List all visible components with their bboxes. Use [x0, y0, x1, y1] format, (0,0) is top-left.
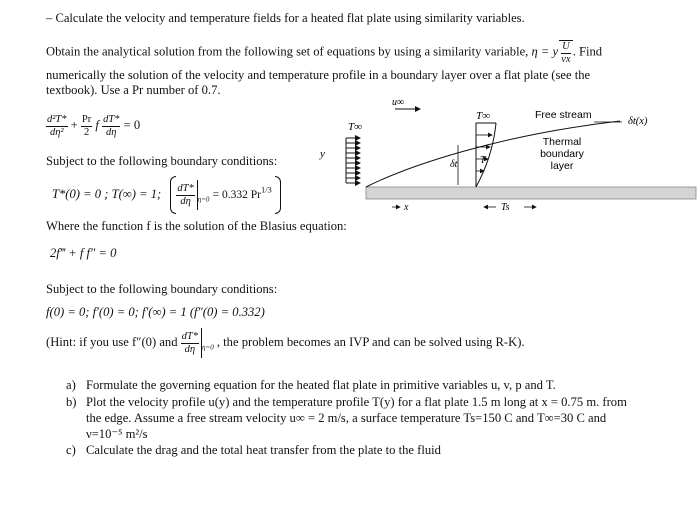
hint-den: dη: [184, 343, 196, 355]
hint: [46, 328, 525, 358]
question-c-label: c): [66, 443, 76, 457]
blasius-equation: 2f‴ + f f″ = 0: [50, 246, 117, 260]
eq1-num2: dT*: [103, 114, 120, 125]
bc-eval: η=0: [197, 195, 210, 204]
temperature-bcs: [52, 176, 281, 214]
eq1-num1: d²T*: [47, 114, 67, 125]
bc-exponent: 1/3: [260, 184, 272, 195]
hint-part-a: (Hint: if you use f″(0) and: [46, 335, 178, 350]
ts-label: Ts: [501, 202, 510, 213]
question-b-line-2: the edge. Assume a free stream velocity u∞ = 2 m/s, a surface temperature Ts=150 C and T∞=30 C and: [86, 411, 607, 425]
eq1-f: f: [95, 117, 99, 132]
thermal-label: Thermal: [542, 136, 582, 148]
blasius-heading: Where the function f is the solution of the Blasius equation:: [46, 219, 347, 233]
y-axis-label: y: [320, 148, 325, 160]
eq1-plus: +: [70, 117, 78, 132]
delta-t-x-label: δt(x): [628, 116, 648, 127]
intro-line-2-end: . Find: [572, 44, 603, 59]
question-b-label: b): [66, 395, 77, 409]
hint-eval: η=0: [202, 343, 214, 352]
bc-part1: T*(0) = 0 ; T(∞) = 1;: [52, 187, 162, 202]
eq1-den2: dη: [106, 126, 117, 138]
question-a-text: Formulate the governing equation for the heated flat plate in primitive variables u, v, p and T.: [86, 378, 556, 392]
temperature-profile: [476, 123, 496, 187]
hint-part-b: , the problem becomes an IVP and can be solved using R-K).: [216, 335, 525, 350]
bc-dnum: dT*: [177, 182, 194, 194]
hint-num: dT*: [181, 330, 199, 342]
bc-heading: Subject to the following boundary conditions:: [46, 154, 278, 168]
eq1-rhs: = 0: [123, 117, 141, 132]
bc2-heading: Subject to the following boundary conditions:: [46, 282, 278, 296]
thermal-boundary-layer-diagram: [300, 95, 700, 220]
blasius-bcs: f(0) = 0; f′(0) = 0; f′(∞) = 1 (f″(0) = 0.332): [46, 305, 265, 319]
question-b-line-3: ν=10⁻⁵ m²/s: [86, 427, 148, 441]
u-inf-label: u∞: [392, 97, 405, 108]
question-b-line-1: Plot the velocity profile u(y) and the temperature profile T(y) for a flat plate 1.5 m long at x = 0.75 m. from: [86, 395, 627, 409]
layer-label: layer: [550, 160, 574, 172]
energy-equation: [46, 114, 140, 138]
t-inf-top-label: T∞: [476, 110, 490, 122]
t-profile-label: T: [480, 155, 486, 166]
boundary-label: boundary: [540, 148, 584, 160]
bc-dden: dη: [180, 195, 191, 207]
problem-title: – Calculate the velocity and temperature fields for a heated flat plate using similarity variables.: [46, 11, 525, 25]
bc-right-paren: [275, 176, 281, 214]
sqrt-term: [559, 40, 573, 65]
eta-definition: η = y: [531, 44, 559, 59]
delta-t-label: δt: [450, 159, 458, 170]
flat-plate: [366, 187, 696, 199]
intro-line-2: [46, 40, 602, 65]
free-stream-label: Free stream: [535, 109, 592, 121]
x-axis-label: x: [404, 202, 409, 213]
sqrt-numerator: U: [562, 41, 570, 52]
eq1-two: 2: [83, 126, 90, 138]
inflow-arrows: [346, 138, 360, 183]
eq1-pr: Pr: [81, 114, 92, 125]
intro-line-3: numerically the solution of the velocity and temperature profile in a boundary layer over a flat plate (see the: [46, 68, 591, 82]
bc-rhs: = 0.332 Pr: [212, 188, 261, 201]
eq1-den1: dη²: [49, 126, 64, 138]
question-a-label: a): [66, 378, 76, 392]
intro-line-2-text: Obtain the analytical solution from the following set of equations by using a similarity variable,: [46, 44, 529, 59]
intro-line-4: textbook). Use a Pr number of 0.7.: [46, 83, 221, 97]
t-inf-left-label: T∞: [348, 121, 362, 133]
sqrt-denominator: νx: [561, 53, 571, 65]
question-c-text: Calculate the drag and the total heat transfer from the plate to the fluid: [86, 443, 441, 457]
